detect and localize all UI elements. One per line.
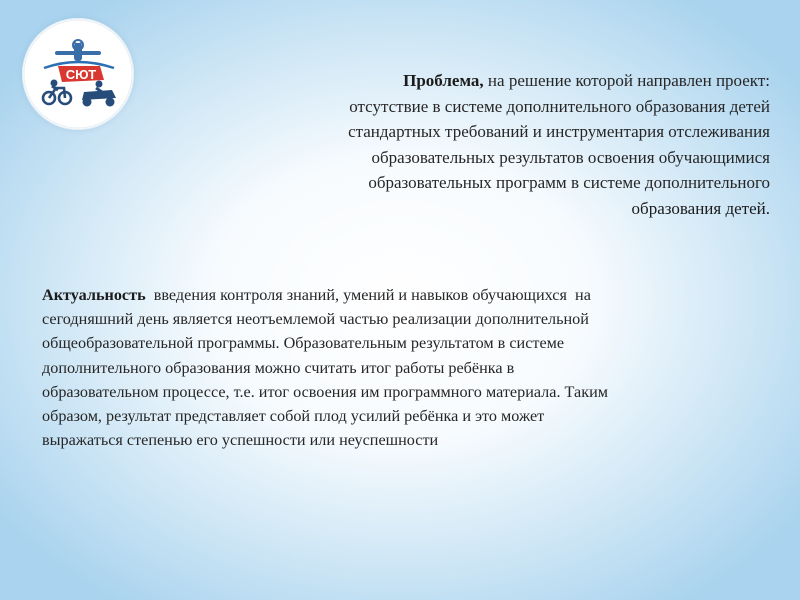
relevance-heading-rest: введения контроля знаний, умений и навыков обучающихся на: [145, 286, 591, 304]
relevance-line: общеобразовательной программы. Образовательным результатом в системе: [42, 334, 565, 353]
relevance-line: выражаться степенью его успешности или неуспешности: [42, 431, 439, 450]
problem-heading-line: [210, 68, 770, 94]
problem-line: образовательных программ в системе дополнительного: [368, 173, 770, 192]
logo-text: СЮТ: [65, 67, 97, 82]
relevance-heading-line: [42, 283, 772, 307]
logo: [22, 18, 134, 130]
relevance-heading: Актуальность: [42, 286, 146, 304]
problem-line: образования детей.: [631, 198, 770, 218]
station-young-technicians-logo-icon: [22, 18, 134, 130]
relevance-line: образом, результат представляет собой плод усилий ребёнка и это может: [42, 407, 545, 426]
problem-line: образовательных результатов освоения обучающимися: [371, 147, 770, 167]
problem-heading-rest: на решение которой направлен проект:: [483, 71, 770, 90]
relevance-line: образовательном процессе, т.е. итог освоения им программного материала. Таким: [42, 382, 608, 401]
problem-paragraph: [210, 68, 770, 221]
relevance-line: дополнительного образования можно считать итог работы ребёнка в: [42, 358, 515, 377]
problem-heading: Проблема,: [403, 71, 484, 90]
relevance-line: сегодняшний день является неотъемлемой частью реализации дополнительной: [42, 310, 589, 329]
relevance-paragraph: [42, 283, 772, 452]
problem-line: стандартных требований и инструментария отслеживания: [348, 122, 770, 141]
problem-line: отсутствие в системе дополнительного образования детей: [349, 96, 770, 116]
